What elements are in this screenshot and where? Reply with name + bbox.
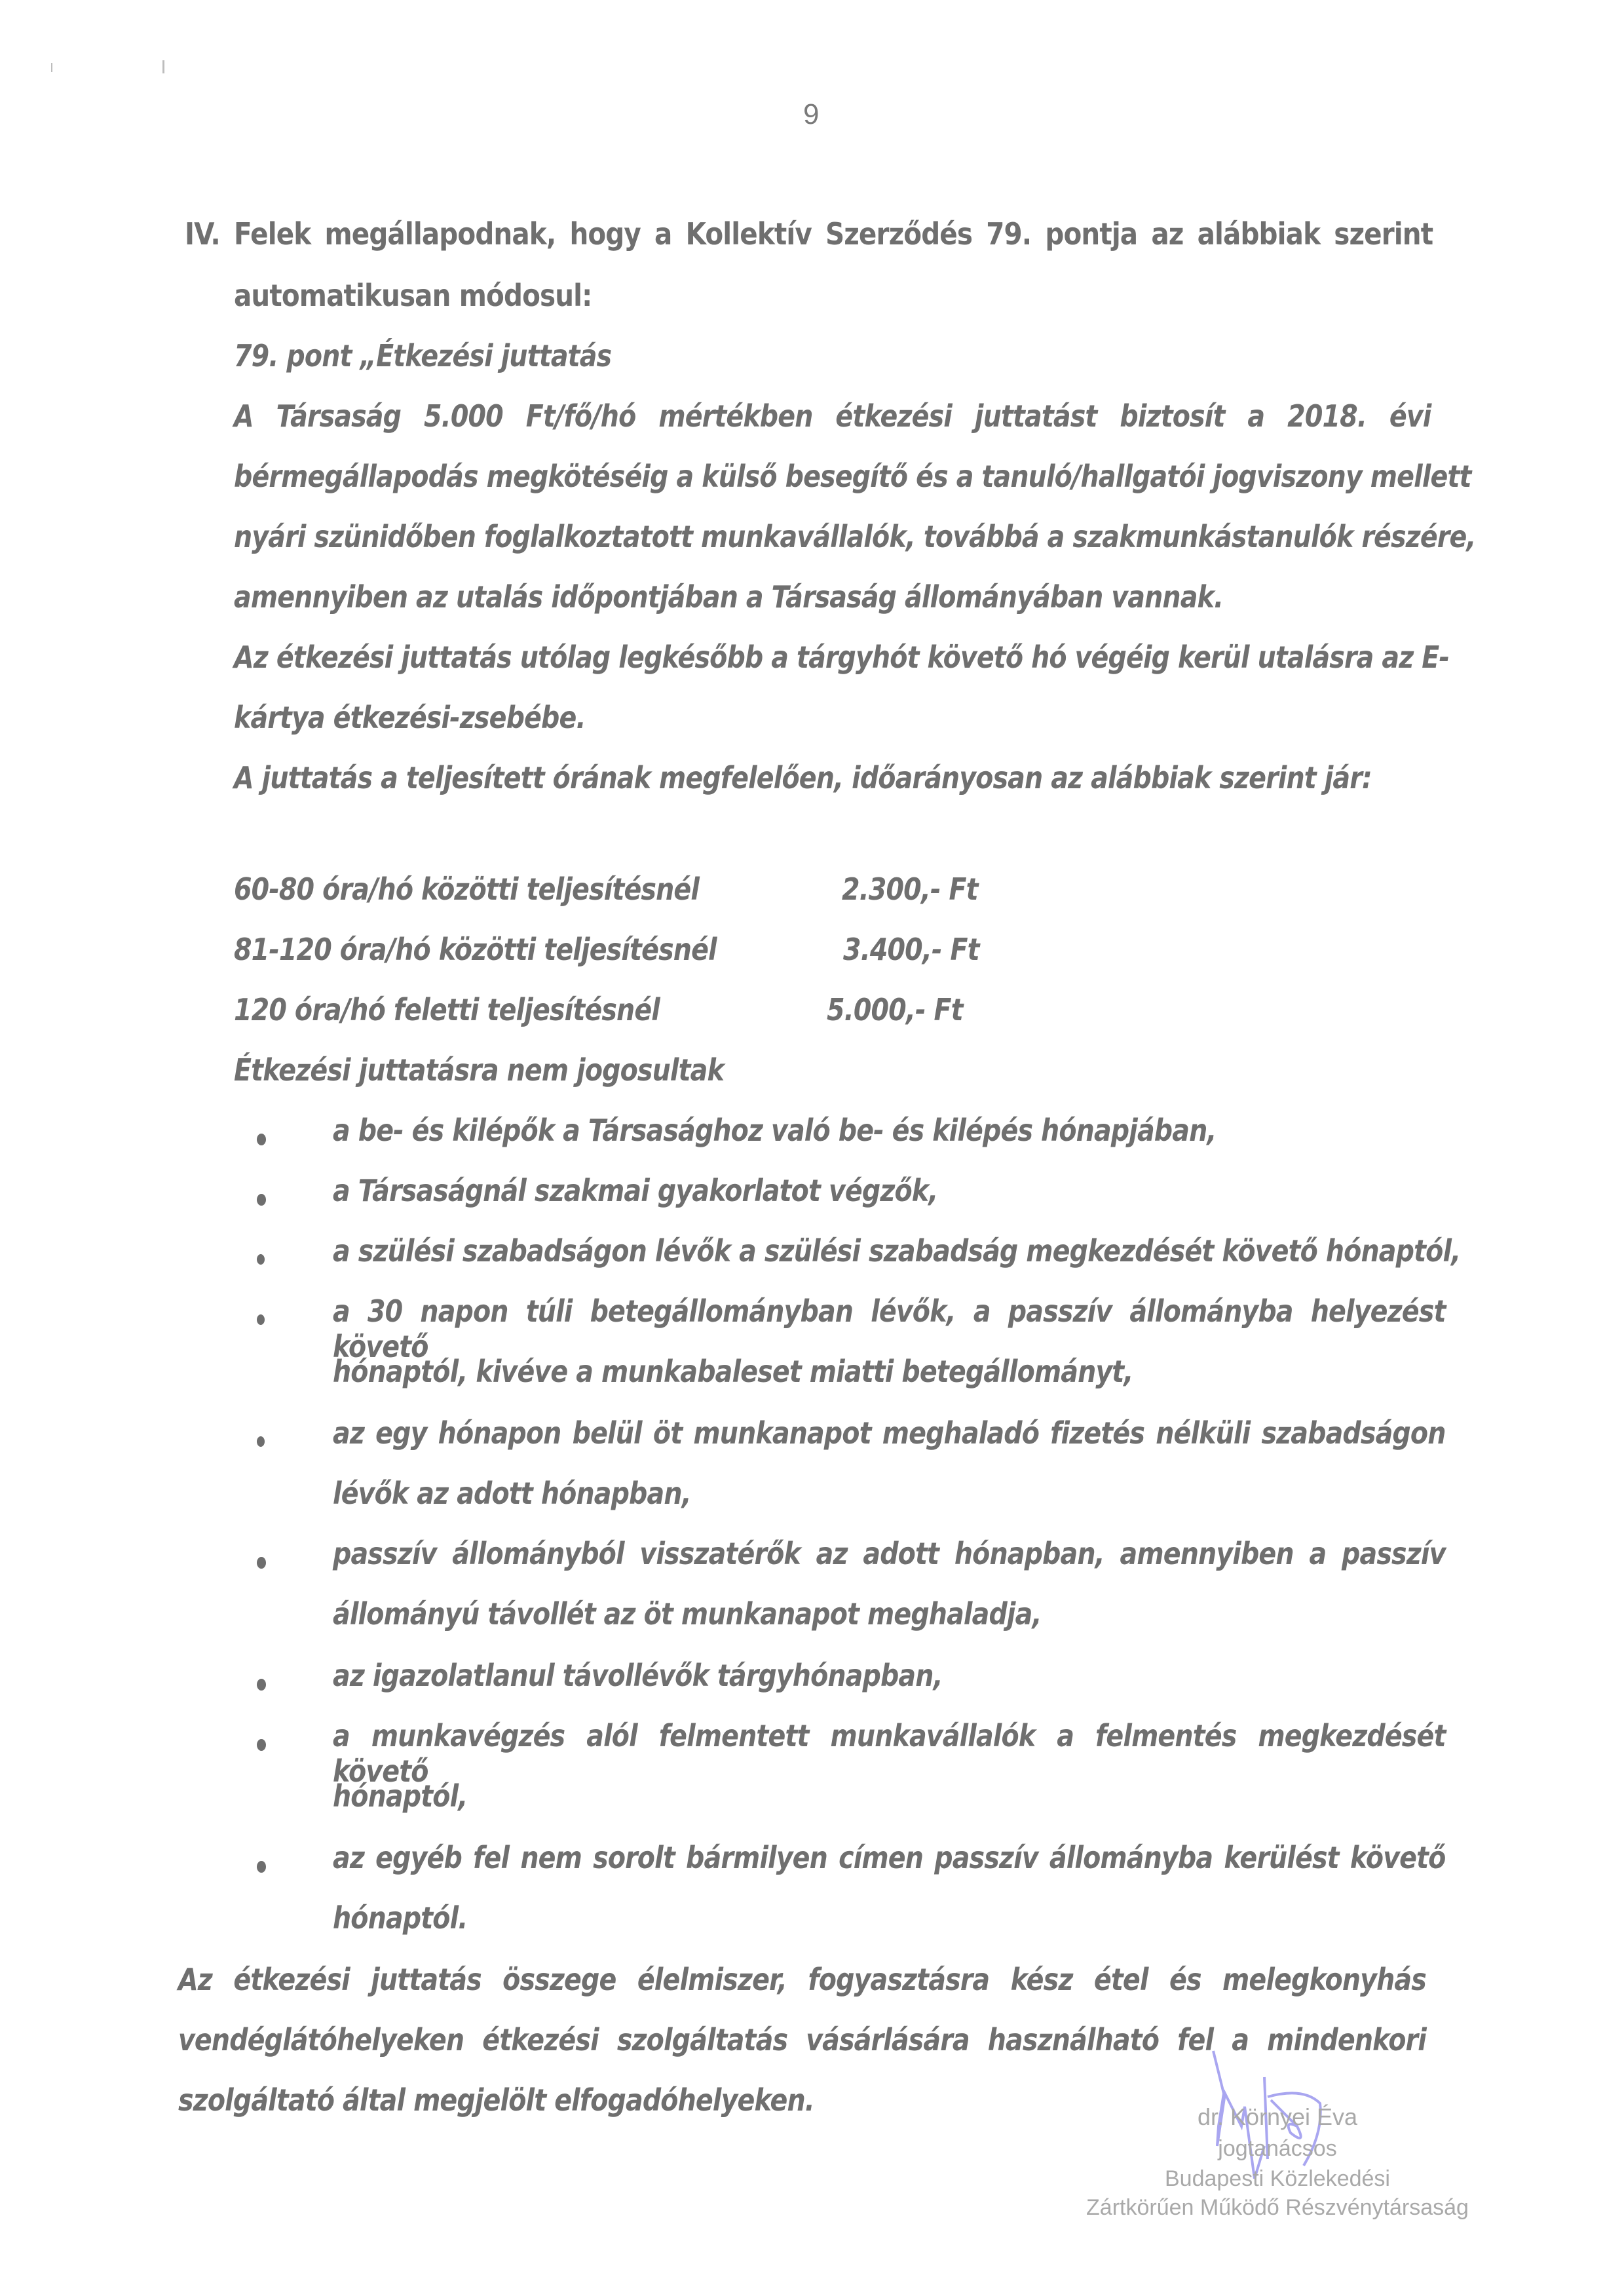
closing-paragraph-line: vendéglátóhelyeken étkezési szolgáltatás vásárlására használható fel a mindenkori [178,2022,1426,2057]
section-heading-continued: automatikusan módosul: [234,278,592,313]
list-item-continued: hónaptól, kivéve a munkabaleset miatti betegállományt, [333,1354,1133,1389]
stamp-role: jogtanácsos [1218,2136,1337,2161]
list-item: az egy hónapon belül öt munkanapot meghaladó fizetés nélküli szabadságon [333,1415,1446,1451]
list-item-continued: állományú távollét az öt munkanapot meghaladja, [333,1596,1042,1632]
bullet-icon [257,1254,265,1265]
stamp-name: dr. Környei Éva [1197,2103,1358,2130]
stamp-company: Budapesti Közlekedési [1164,2166,1390,2191]
bullet-icon [257,1679,266,1691]
point-title: 79. pont „Étkezési juttatás [234,338,612,373]
bullet-icon [257,1557,266,1569]
closing-paragraph-line: szolgáltató által megjelölt elfogadóhelyeken. [178,2082,814,2118]
bullet-icon [257,1194,266,1206]
rate-amount: 5.000,- Ft [827,992,963,1027]
list-item-continued: hónaptól. [333,1900,468,1936]
closing-paragraph-line: Az étkezési juttatás összege élelmiszer, fogyasztásra kész étel és melegkonyhás [178,1962,1426,1997]
paragraph-line: nyári szünidőben foglalkoztatott munkavállalók, továbbá a szakmunkástanulók részére, [234,519,1476,554]
paragraph-line: Az étkezési juttatás utólag legkésőbb a tárgyhót követő hó végéig kerül utalásra az E- [234,640,1450,675]
scan-mark [162,60,164,73]
rate-amount: 3.400,- Ft [843,932,979,967]
page-number: 9 [803,98,820,130]
bullet-icon [257,1739,266,1751]
list-item: a szülési szabadságon lévők a szülési szabadság megkezdését követő hónaptól, [333,1233,1461,1269]
list-item: a 30 napon túli betegállományban lévők, a passzív állományba helyezést követő [333,1293,1446,1364]
not-eligible-title: Étkezési juttatásra nem jogosultak [234,1052,724,1088]
stamp-company-type: Zártkörűen Működő Részvénytársaság [1086,2195,1469,2220]
bullet-icon [257,1314,265,1325]
paragraph-line: bérmegállapodás megkötéséig a külső besegítő és a tanuló/hallgatói jogviszony mellett [234,459,1471,494]
list-item: az igazolatlanul távollévők tárgyhónapban, [333,1658,943,1693]
bullet-icon [257,1134,266,1145]
list-item: a be- és kilépők a Társasághoz való be- és kilépés hónapjában, [333,1113,1217,1148]
list-item: az egyéb fel nem sorolt bármilyen címen passzív állományba kerülést követő [333,1840,1446,1875]
rate-label: 81-120 óra/hó közötti teljesítésnél [234,932,717,967]
list-item-continued: hónaptól, [333,1778,468,1814]
section-heading: IV. Felek megállapodnak, hogy a Kollektív Szerződés 79. pontja az alábbiak szerint [185,216,1433,252]
scan-mark [51,63,52,72]
paragraph-line: amennyiben az utalás időpontjában a Társaság állományában vannak. [234,579,1224,615]
rate-label: 60-80 óra/hó közötti teljesítésnél [234,871,700,907]
bullet-icon [257,1436,265,1447]
list-item: a Társaságnál szakmai gyakorlatot végzők, [333,1173,938,1208]
list-item-continued: lévők az adott hónapban, [333,1476,691,1511]
bullet-icon [257,1861,266,1873]
paragraph-line: A juttatás a teljesített órának megfelelően, időarányosan az alábbiak szerint jár: [234,760,1372,795]
list-item: a munkavégzés alól felmentett munkavállalók a felmentés megkezdését követő [333,1718,1446,1789]
rate-amount: 2.300,- Ft [842,871,978,907]
list-item: passzív állományból visszatérők az adott hónapban, amennyiben a passzív [333,1536,1446,1571]
rate-label: 120 óra/hó feletti teljesítésnél [234,992,660,1027]
paragraph-line: A Társaság 5.000 Ft/fő/hó mértékben étkezési juttatást biztosít a 2018. évi [234,398,1431,434]
paragraph-line: kártya étkezési-zsebébe. [234,700,586,735]
